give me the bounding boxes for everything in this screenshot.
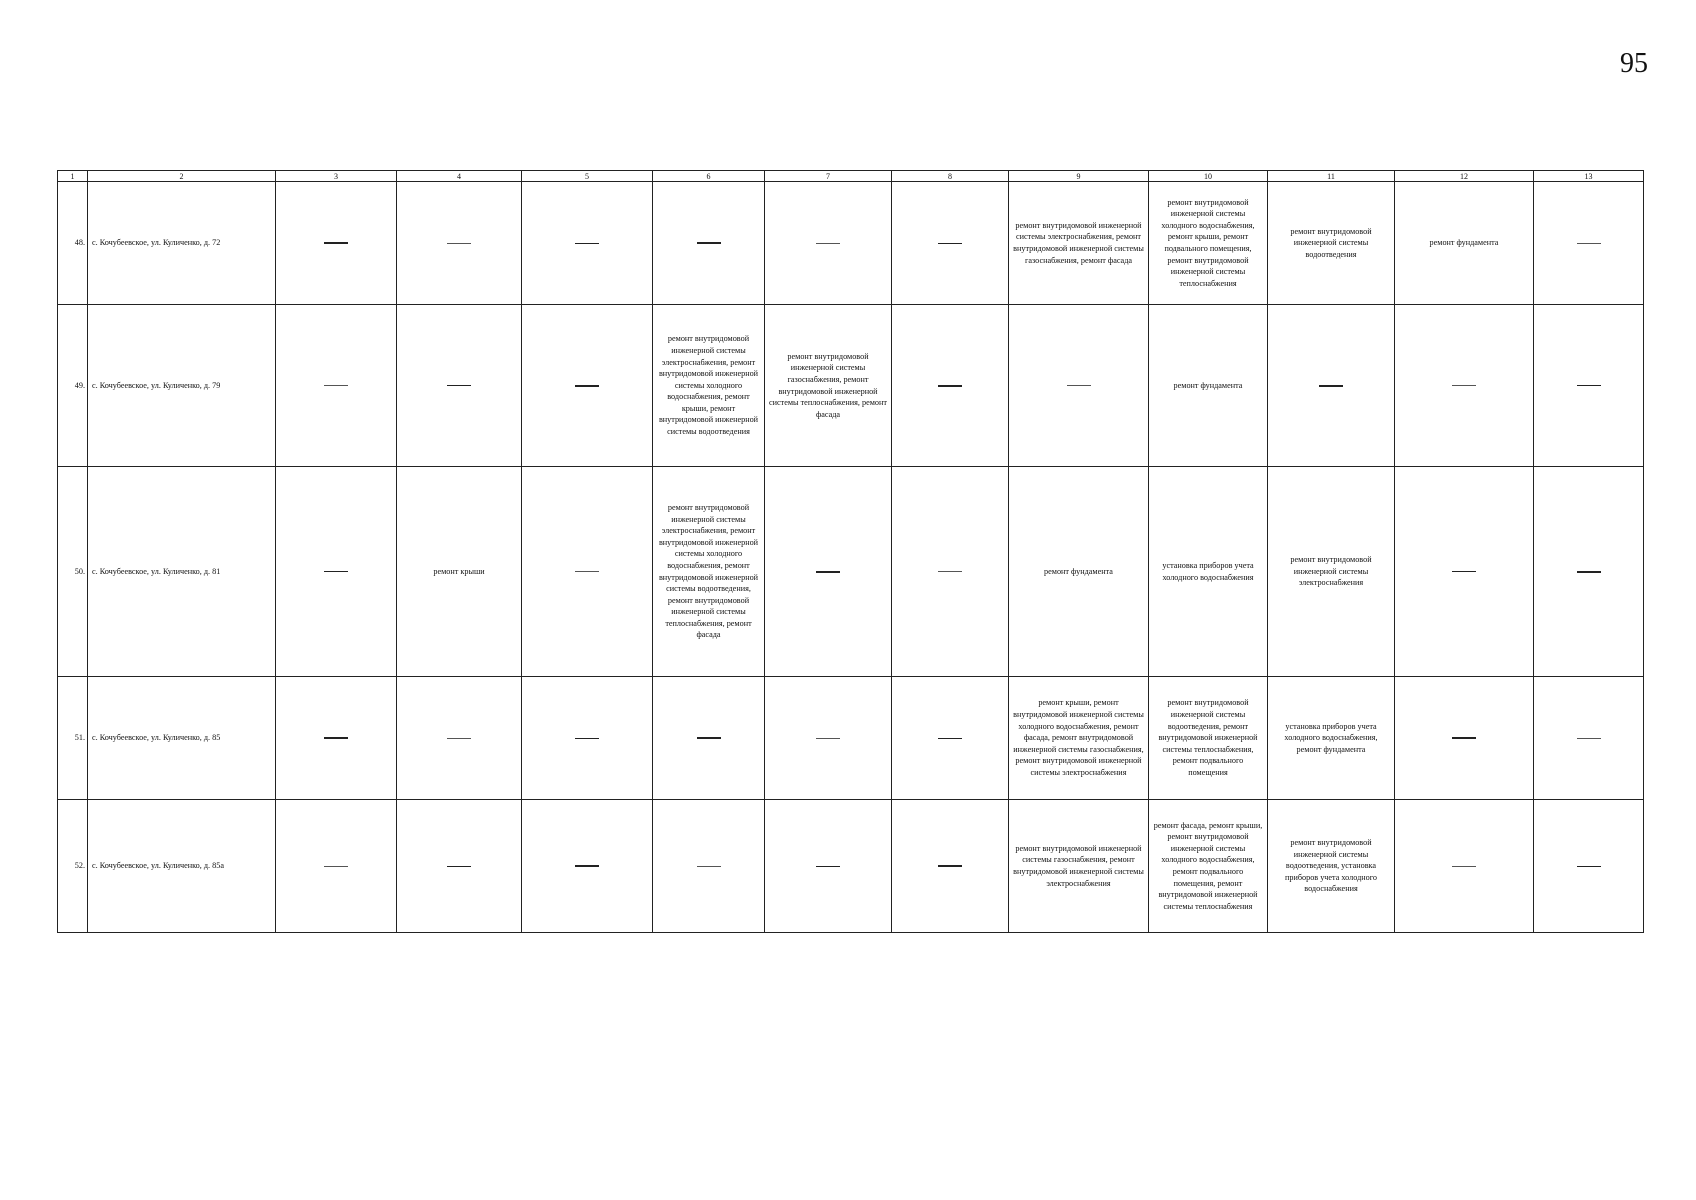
dash-mark <box>1067 385 1091 386</box>
empty-cell <box>1009 305 1149 467</box>
empty-cell <box>522 467 653 677</box>
column-header: 8 <box>892 171 1009 182</box>
page-number: 95 <box>1620 48 1648 79</box>
empty-cell <box>765 182 892 305</box>
column-header: 12 <box>1395 171 1534 182</box>
dash-mark <box>697 242 721 244</box>
dash-mark <box>697 737 721 739</box>
table-row <box>58 305 1644 467</box>
empty-cell <box>653 182 765 305</box>
work-cell: установка приборов учета холодного водоснабжения <box>1149 467 1268 677</box>
row-number: 52. <box>58 800 88 933</box>
work-cell: установка приборов учета холодного водоснабжения, ремонт фундамента <box>1268 677 1395 800</box>
work-cell: ремонт внутридомовой инженерной системы электроснабжения, ремонт внутридомовой инженерной системы газоснабжения, ремонт фасада <box>1009 182 1149 305</box>
address-cell: с. Кочубеевское, ул. Куличенко, д. 85а <box>88 800 276 933</box>
dash-mark <box>324 737 348 739</box>
work-cell: ремонт внутридомовой инженерной системы водоотведения <box>1268 182 1395 305</box>
empty-cell <box>276 677 397 800</box>
column-header: 5 <box>522 171 653 182</box>
row-number: 51. <box>58 677 88 800</box>
empty-cell <box>653 800 765 933</box>
work-cell: ремонт фундамента <box>1395 182 1534 305</box>
empty-cell <box>1268 305 1395 467</box>
address-cell: с. Кочубеевское, ул. Куличенко, д. 72 <box>88 182 276 305</box>
empty-cell <box>397 677 522 800</box>
empty-cell <box>1395 467 1534 677</box>
dash-mark <box>575 865 599 867</box>
empty-cell <box>653 677 765 800</box>
work-cell: ремонт внутридомовой инженерной системы водоотведения, ремонт внутридомовой инженерной системы теплоснабжения, ремонт подвального помещения <box>1149 677 1268 800</box>
dash-mark <box>324 866 348 867</box>
column-header: 9 <box>1009 171 1149 182</box>
column-header: 1 <box>58 171 88 182</box>
dash-mark <box>816 738 840 739</box>
column-header: 11 <box>1268 171 1395 182</box>
empty-cell <box>892 467 1009 677</box>
column-header: 13 <box>1534 171 1644 182</box>
empty-cell <box>892 800 1009 933</box>
column-header: 6 <box>653 171 765 182</box>
row-number: 49. <box>58 305 88 467</box>
empty-cell <box>1534 800 1644 933</box>
empty-cell <box>522 305 653 467</box>
empty-cell <box>522 677 653 800</box>
column-header: 7 <box>765 171 892 182</box>
column-number-row <box>58 171 1644 182</box>
empty-cell <box>892 182 1009 305</box>
dash-mark <box>575 243 599 244</box>
address-cell: с. Кочубеевское, ул. Куличенко, д. 81 <box>88 467 276 677</box>
dash-mark <box>1577 243 1601 244</box>
dash-mark <box>1577 571 1601 573</box>
dash-mark <box>938 571 962 572</box>
work-cell: ремонт внутридомовой инженерной системы водоотведения, установка приборов учета холодного водоснабжения <box>1268 800 1395 933</box>
dash-mark <box>1577 738 1601 739</box>
work-cell: ремонт крыши, ремонт внутридомовой инженерной системы холодного водоснабжения, ремонт фасада, ремонт внутридомовой инженерной системы газоснабжения, ремонт внутридомовой инженерной системы электроснабжения <box>1009 677 1149 800</box>
empty-cell <box>397 800 522 933</box>
empty-cell <box>522 800 653 933</box>
work-cell: ремонт внутридомовой инженерной системы электроснабжения <box>1268 467 1395 677</box>
dash-mark <box>1452 866 1476 867</box>
dash-mark <box>324 242 348 244</box>
empty-cell <box>276 305 397 467</box>
dash-mark <box>938 738 962 739</box>
column-header: 3 <box>276 171 397 182</box>
row-number: 48. <box>58 182 88 305</box>
dash-mark <box>324 571 348 572</box>
work-cell: ремонт крыши <box>397 467 522 677</box>
dash-mark <box>575 385 599 387</box>
dash-mark <box>1577 866 1601 867</box>
dash-mark <box>938 865 962 867</box>
empty-cell <box>522 182 653 305</box>
empty-cell <box>892 305 1009 467</box>
dash-mark <box>575 571 599 572</box>
work-cell: ремонт фасада, ремонт крыши, ремонт внутридомовой инженерной системы холодного водоснабжения, ремонт подвального помещения, ремонт внутридомовой инженерной системы теплоснабжения <box>1149 800 1268 933</box>
empty-cell <box>1534 467 1644 677</box>
repair-schedule-table <box>57 170 1644 933</box>
empty-cell <box>276 800 397 933</box>
dash-mark <box>1319 385 1343 387</box>
table-row <box>58 182 1644 305</box>
work-cell: ремонт внутридомовой инженерной системы электроснабжения, ремонт внутридомовой инженерной системы холодного водоснабжения, ремонт крыши, ремонт внутридомовой инженерной системы водоотведения <box>653 305 765 467</box>
row-number: 50. <box>58 467 88 677</box>
empty-cell <box>765 677 892 800</box>
empty-cell <box>1395 800 1534 933</box>
empty-cell <box>276 467 397 677</box>
address-cell: с. Кочубеевское, ул. Куличенко, д. 79 <box>88 305 276 467</box>
empty-cell <box>765 800 892 933</box>
dash-mark <box>816 571 840 573</box>
empty-cell <box>397 305 522 467</box>
work-cell: ремонт внутридомовой инженерной системы газоснабжения, ремонт внутридомовой инженерной системы теплоснабжения, ремонт фасада <box>765 305 892 467</box>
dash-mark <box>447 385 471 386</box>
address-cell: с. Кочубеевское, ул. Куличенко, д. 85 <box>88 677 276 800</box>
table-row <box>58 467 1644 677</box>
work-cell: ремонт внутридомовой инженерной системы газоснабжения, ремонт внутридомовой инженерной системы электроснабжения <box>1009 800 1149 933</box>
dash-mark <box>697 866 721 867</box>
empty-cell <box>765 467 892 677</box>
work-cell: ремонт внутридомовой инженерной системы холодного водоснабжения, ремонт крыши, ремонт подвального помещения, ремонт внутридомовой инженерной системы теплоснабжения <box>1149 182 1268 305</box>
dash-mark <box>324 385 348 386</box>
empty-cell <box>1395 677 1534 800</box>
dash-mark <box>938 243 962 244</box>
empty-cell <box>892 677 1009 800</box>
dash-mark <box>1452 571 1476 572</box>
empty-cell <box>397 182 522 305</box>
table-row <box>58 800 1644 933</box>
empty-cell <box>1534 305 1644 467</box>
work-cell: ремонт фундамента <box>1009 467 1149 677</box>
dash-mark <box>1452 385 1476 386</box>
dash-mark <box>575 738 599 739</box>
dash-mark <box>447 738 471 739</box>
table-row <box>58 677 1644 800</box>
dash-mark <box>816 866 840 867</box>
empty-cell <box>1534 677 1644 800</box>
dash-mark <box>938 385 962 387</box>
work-cell: ремонт внутридомовой инженерной системы электроснабжения, ремонт внутридомовой инженерной системы холодного водоснабжения, ремонт внутридомовой инженерной системы водоотведения, ремонт внутридомовой инженерной системы теплоснабжения, ремонт фасада <box>653 467 765 677</box>
empty-cell <box>1534 182 1644 305</box>
dash-mark <box>1577 385 1601 386</box>
dash-mark <box>816 243 840 244</box>
dash-mark <box>447 866 471 867</box>
column-header: 2 <box>88 171 276 182</box>
work-cell: ремонт фундамента <box>1149 305 1268 467</box>
dash-mark <box>447 243 471 244</box>
dash-mark <box>1452 737 1476 739</box>
column-header: 10 <box>1149 171 1268 182</box>
empty-cell <box>276 182 397 305</box>
column-header: 4 <box>397 171 522 182</box>
empty-cell <box>1395 305 1534 467</box>
